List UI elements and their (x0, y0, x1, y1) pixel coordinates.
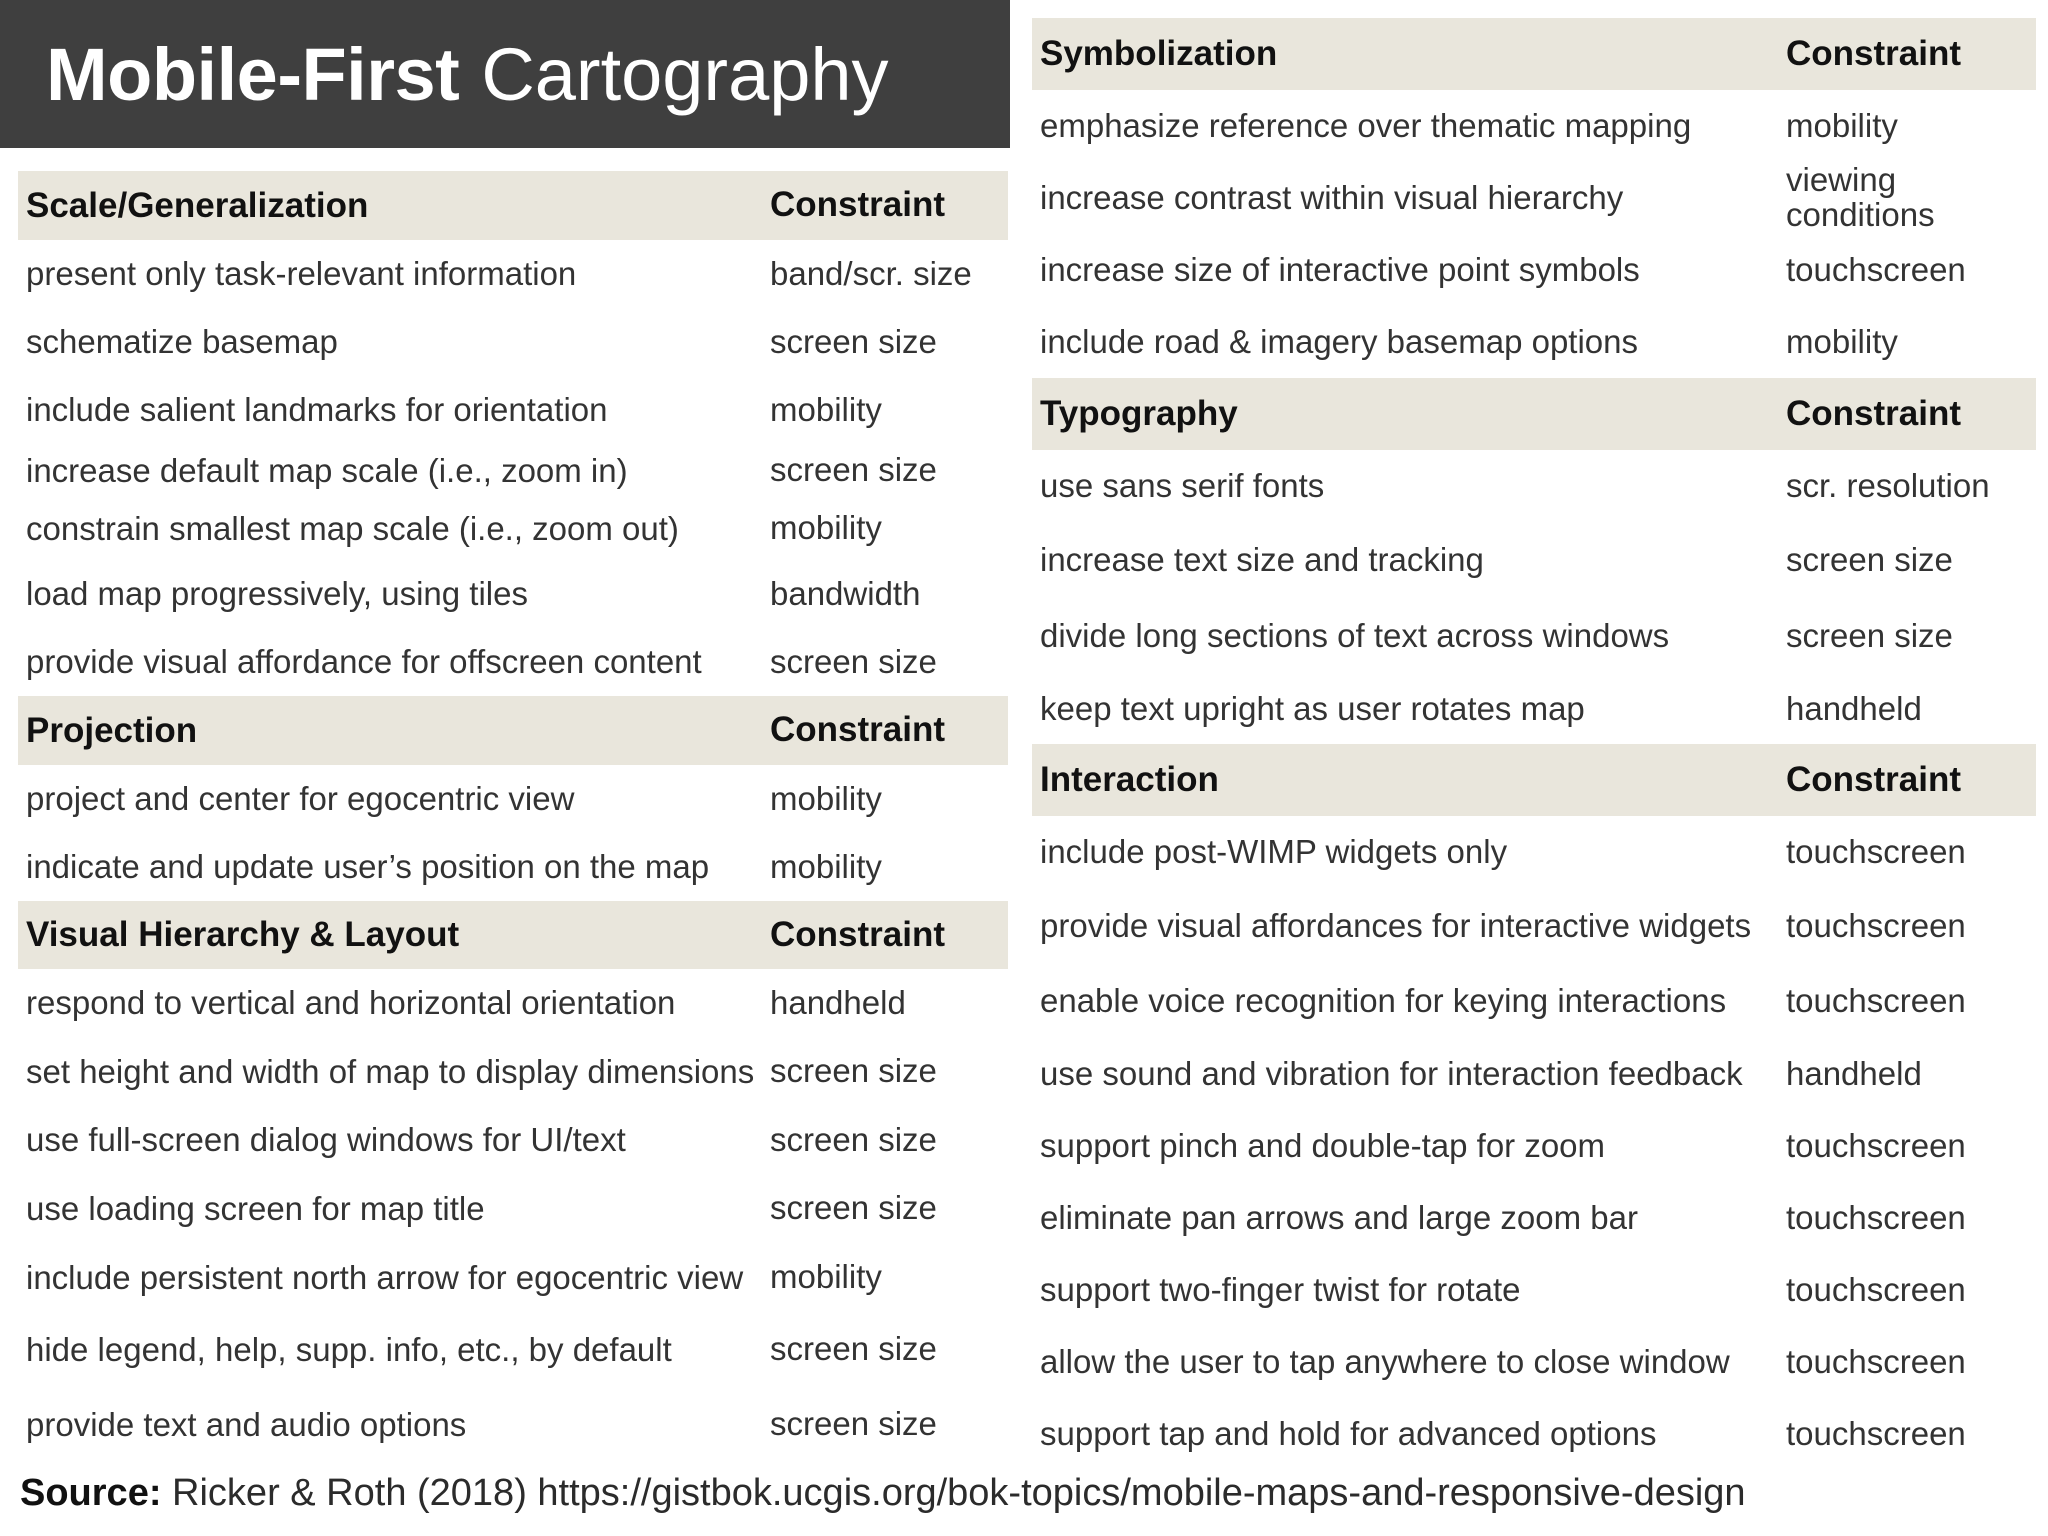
constraint-cell: screen size (770, 1120, 937, 1158)
constraint-cell: touchscreen (1786, 1270, 1966, 1308)
guideline-cell: project and center for egocentric view (26, 780, 575, 817)
table-row (1032, 1254, 2036, 1326)
guideline-cell: eliminate pan arrows and large zoom bar (1040, 1199, 1638, 1236)
table-row (18, 1243, 1008, 1312)
constraint-cell: handheld (770, 983, 906, 1021)
guideline-cell: allow the user to tap anywhere to close window (1040, 1343, 1730, 1380)
section-heading: Projection (26, 710, 198, 750)
constraint-cell: handheld (1786, 689, 1922, 727)
constraint-line-2: conditions (1786, 196, 1935, 233)
left-column (18, 171, 1008, 1462)
constraint-heading: Constraint (1786, 759, 1961, 799)
table-row (1032, 90, 2036, 162)
guideline-cell: include salient landmarks for orientation (26, 391, 608, 428)
table-row (18, 1387, 1008, 1462)
table-row (1032, 1398, 2036, 1470)
constraint-cell: screen size (770, 1052, 937, 1090)
guideline-cell: keep text upright as user rotates map (1040, 690, 1585, 727)
table-row (18, 1106, 1008, 1174)
guideline-cell: increase text size and tracking (1040, 541, 1484, 578)
section-heading: Interaction (1040, 760, 1219, 799)
constraint-heading: Constraint (1786, 33, 1961, 73)
section-heading: Visual Hierarchy & Layout (26, 915, 460, 954)
table-row (1032, 816, 2036, 888)
guideline-cell: support tap and hold for advanced options (1040, 1415, 1657, 1452)
constraint-cell: bandwidth (770, 574, 921, 612)
table-row (18, 444, 1008, 497)
constraint-cell: mobility (770, 847, 882, 885)
guideline-cell: provide visual affordance for offscreen content (26, 643, 702, 680)
guideline-cell: use sound and vibration for interaction feedback (1040, 1055, 1743, 1092)
guideline-cell: constrain smallest map scale (i.e., zoom out) (26, 509, 679, 547)
constraint-cell: screen size (770, 451, 937, 489)
table-row (18, 308, 1008, 376)
constraint-cell: screen size (770, 1189, 937, 1227)
section-header-symbolization (1032, 18, 2036, 90)
constraint-cell: touchscreen (1786, 1126, 1966, 1164)
guideline-cell: increase contrast within visual hierarchy (1040, 179, 1624, 216)
section-header-visual-hierarchy-layout (18, 901, 1008, 969)
source-text: Ricker & Roth (2018) https://gistbok.ucgis.org/bok-topics/mobile-maps-and-responsive-design (172, 1472, 1746, 1514)
guideline-cell: include road & imagery basemap options (1040, 323, 1639, 360)
table-row (18, 376, 1008, 444)
table-row (1032, 964, 2036, 1038)
table-row (1032, 888, 2036, 964)
guideline-cell: emphasize reference over thematic mapping (1040, 107, 1692, 144)
guideline-cell: support pinch and double-tap for zoom (1040, 1127, 1606, 1164)
table-row (1032, 1038, 2036, 1110)
constraint-cell: touchscreen (1786, 1342, 1966, 1380)
table-row (1032, 1110, 2036, 1182)
table-row (18, 969, 1008, 1037)
section-header-projection (18, 696, 1008, 765)
guideline-cell: schematize basemap (26, 323, 338, 360)
guideline-cell: enable voice recognition for keying interactions (1040, 982, 1727, 1019)
constraint-cell-two-line (1786, 163, 1935, 232)
title-light: Cartography (481, 32, 889, 116)
guideline-cell: indicate and update user’s position on the map (26, 848, 710, 885)
table-row (1032, 450, 2036, 522)
constraint-cell: touchscreen (1786, 906, 1966, 944)
table-row (1032, 1326, 2036, 1398)
title-bold: Mobile-First (46, 32, 460, 116)
constraint-cell: handheld (1786, 1054, 1922, 1092)
table-row (18, 1037, 1008, 1106)
section-heading: Symbolization (1040, 34, 1278, 73)
constraint-cell: screen size (770, 322, 937, 360)
table-row (18, 497, 1008, 560)
table-row (1032, 162, 2036, 234)
section-heading: Scale/Generalization (26, 185, 369, 225)
guideline-cell: hide legend, help, supp. info, etc., by default (26, 1330, 672, 1368)
constraint-cell: mobility (1786, 322, 1898, 360)
constraint-heading: Constraint (770, 185, 945, 225)
constraint-cell: mobility (770, 779, 882, 817)
constraint-cell: touchscreen (1786, 250, 1966, 288)
section-header-typography (1032, 378, 2036, 450)
constraint-cell: touchscreen (1786, 1198, 1966, 1236)
constraint-cell: mobility (1786, 106, 1898, 144)
table-row (1032, 598, 2036, 674)
guideline-cell: present only task-relevant information (26, 255, 577, 292)
table-row (18, 833, 1008, 901)
table-row (1032, 674, 2036, 744)
table-row (18, 1174, 1008, 1243)
guideline-cell: divide long sections of text across windows (1040, 617, 1670, 654)
table-row (1032, 1182, 2036, 1254)
guideline-cell: respond to vertical and horizontal orientation (26, 984, 676, 1021)
section-heading: Typography (1040, 394, 1238, 433)
guideline-cell: increase size of interactive point symbols (1040, 251, 1640, 288)
constraint-cell: screen size (1786, 540, 1953, 578)
constraint-heading: Constraint (1786, 393, 1961, 433)
guideline-cell: include persistent north arrow for egocentric view (26, 1258, 744, 1296)
table-row (18, 560, 1008, 628)
section-header-interaction (1032, 744, 2036, 816)
table-row (1032, 522, 2036, 598)
guideline-cell: increase default map scale (i.e., zoom in) (26, 451, 628, 489)
table-row (18, 1312, 1008, 1387)
title-banner (0, 0, 1010, 148)
constraint-heading: Constraint (770, 710, 945, 750)
right-column (1032, 18, 2036, 1470)
constraint-cell: band/scr. size (770, 254, 972, 292)
constraint-cell: screen size (770, 642, 937, 680)
constraint-cell: touchscreen (1786, 981, 1966, 1019)
table-row (18, 240, 1008, 308)
constraint-cell: screen size (770, 1330, 937, 1368)
constraint-heading: Constraint (770, 914, 945, 954)
guideline-cell: provide text and audio options (26, 1405, 467, 1443)
guideline-cell: set height and width of map to display dimensions (26, 1052, 755, 1090)
table-row (1032, 234, 2036, 306)
constraint-cell: mobility (770, 509, 882, 547)
constraint-cell: mobility (770, 390, 882, 428)
guideline-cell: use full-screen dialog windows for UI/text (26, 1121, 626, 1158)
guideline-cell: use sans serif fonts (1040, 467, 1325, 504)
constraint-cell: screen size (1786, 616, 1953, 654)
constraint-cell: touchscreen (1786, 1414, 1966, 1452)
section-header-scale-generalization (18, 171, 1008, 240)
guideline-cell: provide visual affordances for interactive widgets (1040, 907, 1752, 944)
constraint-cell: mobility (770, 1258, 882, 1296)
constraint-cell: screen size (770, 1405, 937, 1443)
guideline-cell: use loading screen for map title (26, 1189, 485, 1227)
constraint-cell: scr. resolution (1786, 466, 1990, 504)
guideline-cell: include post-WIMP widgets only (1040, 833, 1508, 870)
source-citation (20, 1472, 1746, 1515)
source-label: Source: (20, 1472, 162, 1514)
guideline-cell: load map progressively, using tiles (26, 575, 528, 612)
constraint-line-1: viewing (1786, 161, 1897, 199)
table-row (1032, 306, 2036, 378)
table-row (18, 765, 1008, 833)
constraint-cell: touchscreen (1786, 832, 1966, 870)
table-row (18, 628, 1008, 696)
guideline-cell: support two-finger twist for rotate (1040, 1271, 1521, 1308)
